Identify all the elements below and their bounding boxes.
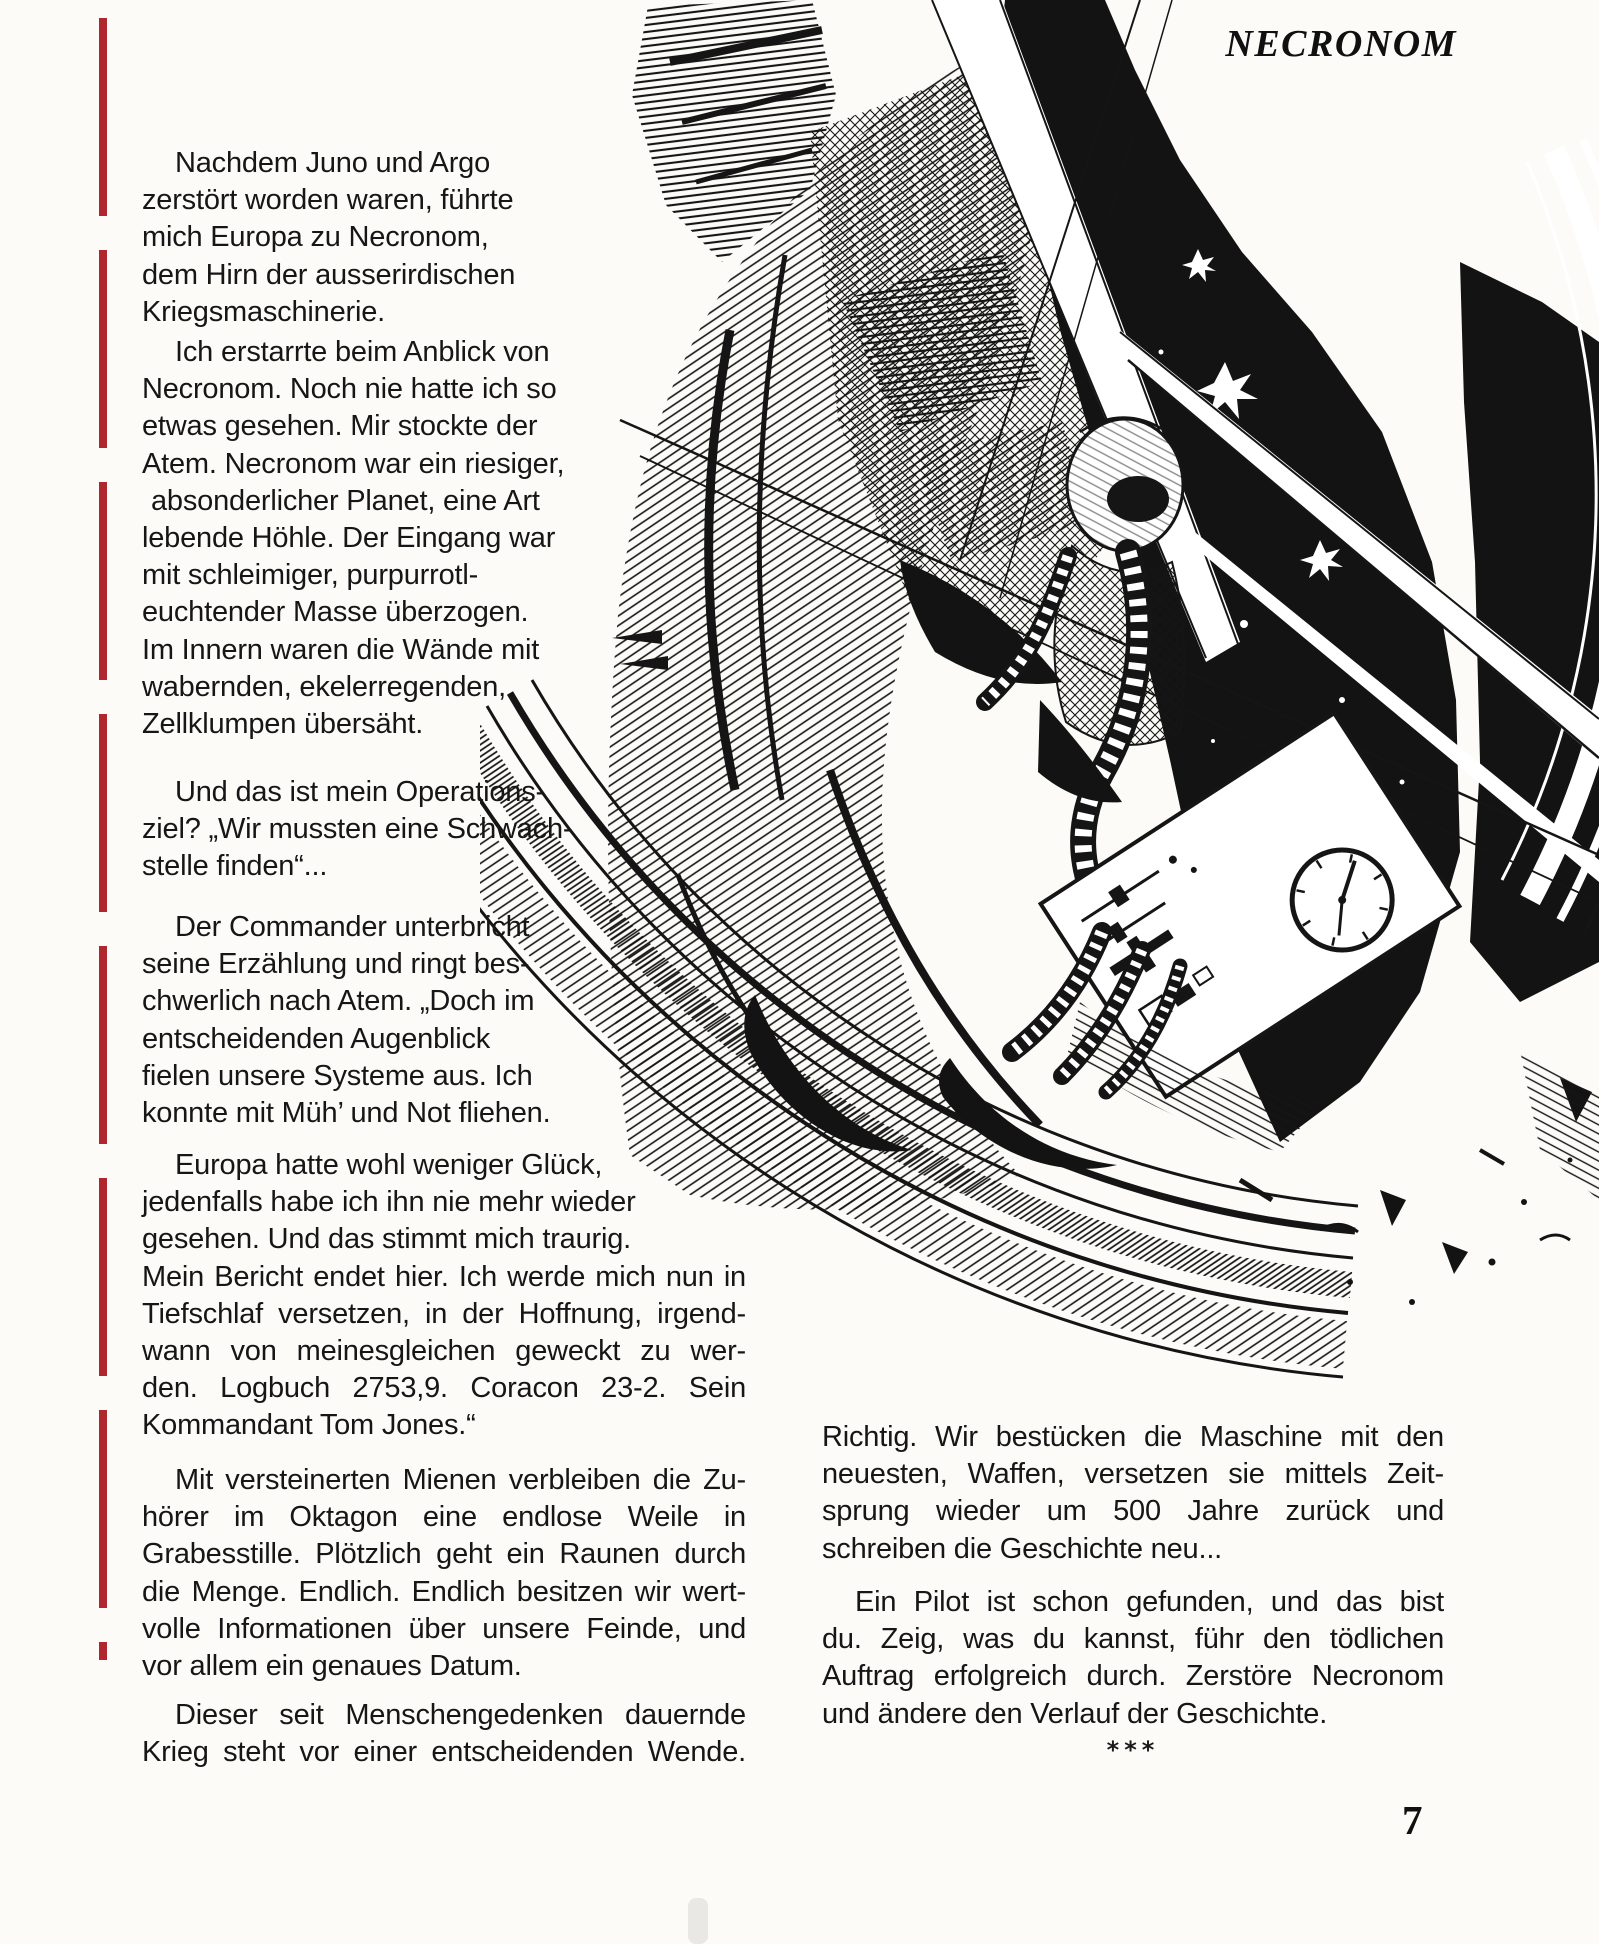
- text-line: lebende Höhle. Der Eingang war: [142, 521, 556, 554]
- left-margin-scan-mark: [99, 18, 107, 1660]
- paragraph: [142, 1697, 746, 1771]
- text-line: dem Hirn der ausserirdischen: [142, 258, 516, 291]
- paragraph: [142, 774, 662, 886]
- text-line: Nachdem Juno und Argo: [175, 147, 491, 179]
- paragraph: [142, 334, 662, 743]
- text-line: jedenfalls habe ich ihn nie mehr wieder: [142, 1186, 636, 1219]
- text-line: gesehen. Und das stimmt mich traurig.: [142, 1223, 632, 1256]
- text-line: Der Commander unterbricht: [175, 911, 530, 943]
- text-line: Necronom. Noch nie hatte ich so: [142, 373, 557, 406]
- text-line: Ein Pilot ist schon gefunden, und das bist: [855, 1586, 1444, 1618]
- text-line: hörer im Oktagon eine endlose Weile in: [142, 1501, 746, 1534]
- text-line: Im Innern waren die Wände mit: [142, 633, 540, 666]
- text-line: Tiefschlaf versetzen, in der Hoffnung, irgend-: [142, 1297, 746, 1330]
- paragraph: [142, 1462, 746, 1685]
- text-line: mich Europa zu Necronom,: [142, 221, 489, 254]
- helmet-visor: [1107, 476, 1169, 522]
- text-line: chwerlich nach Atem. „Doch im: [142, 985, 535, 1018]
- text-line: wann von meinesgleichen geweckt zu wer-: [142, 1334, 746, 1367]
- text-line: Auftrag erfolgreich durch. Zerstöre Necronom: [822, 1660, 1444, 1693]
- text-line: volle Informationen über unsere Feinde, und: [142, 1612, 746, 1645]
- text-line: ziel? „Wir mussten eine Schwach-: [142, 813, 573, 846]
- text-line: Mein Bericht endet hier. Ich werde mich nun in: [142, 1260, 746, 1293]
- text-line: sprung wieder um 500 Jahre zurück und: [822, 1495, 1444, 1528]
- text-line: entscheidenden Augenblick: [142, 1022, 491, 1055]
- text-line: den. Logbuch 2753,9. Coracon 23-2. Sein: [142, 1372, 746, 1405]
- text-line: Atem. Necronom war ein riesiger,: [142, 447, 565, 480]
- text-line: Krieg steht vor einer entscheidenden Wende.: [142, 1736, 746, 1769]
- text-line: Zellklumpen übersäht.: [142, 707, 424, 740]
- paragraph: [142, 909, 662, 1132]
- text-line: seine Erzählung und ringt bes-: [142, 948, 530, 981]
- text-line: Kommandant Tom Jones.“: [142, 1409, 476, 1442]
- text-line: zerstört worden waren, führte: [142, 184, 514, 217]
- text-line: Und das ist mein Operations-: [175, 776, 545, 808]
- paragraph: [142, 145, 662, 331]
- text-line: absonderlicher Planet, eine Art: [151, 484, 540, 517]
- page-title: NECRONOM: [1225, 23, 1457, 65]
- paragraph: [822, 1419, 1444, 1568]
- text-line: etwas gesehen. Mir stockte der: [142, 410, 538, 443]
- text-line: du. Zeig, was du kannst, führ den tödlichen: [822, 1623, 1444, 1656]
- text-line: Mit versteinerten Mienen verbleiben die Zu-: [175, 1464, 746, 1496]
- scan-smudge: [688, 1898, 708, 1944]
- text-line: mit schleimiger, purpurrotl-: [142, 559, 479, 592]
- text-line: euchtender Masse überzogen.: [142, 596, 529, 629]
- text-line: wabernden, ekelerregenden,: [142, 670, 507, 703]
- text-line: Richtig. Wir bestücken die Maschine mit den: [822, 1421, 1444, 1453]
- text-line: und ändere den Verlauf der Geschichte.: [822, 1697, 1328, 1730]
- text-line: vor allem ein genaues Datum.: [142, 1649, 522, 1682]
- text-line: konnte mit Müh’ und Not fliehen.: [142, 1096, 551, 1129]
- text-line: schreiben die Geschichte neu...: [822, 1532, 1223, 1565]
- section-separator: ***: [1106, 1736, 1160, 1764]
- text-line: Kriegsmaschinerie.: [142, 295, 385, 328]
- paragraph: [822, 1584, 1444, 1733]
- text-line: stelle finden“...: [142, 850, 328, 883]
- text-line: Dieser seit Menschengedenken dauernde: [175, 1699, 746, 1731]
- page-number: 7: [1402, 1797, 1423, 1843]
- paragraph: [142, 1147, 746, 1445]
- text-line: Ich erstarrte beim Anblick von: [175, 336, 550, 368]
- text-line: Europa hatte wohl weniger Glück,: [175, 1149, 603, 1181]
- text-line: Grabesstille. Plötzlich geht ein Raunen durch: [142, 1538, 746, 1571]
- text-line: fielen unsere Systeme aus. Ich: [142, 1059, 533, 1092]
- text-line: neuesten, Waffen, versetzen sie mittels Zeit-: [822, 1458, 1444, 1491]
- text-line: die Menge. Endlich. Endlich besitzen wir wert-: [142, 1575, 746, 1608]
